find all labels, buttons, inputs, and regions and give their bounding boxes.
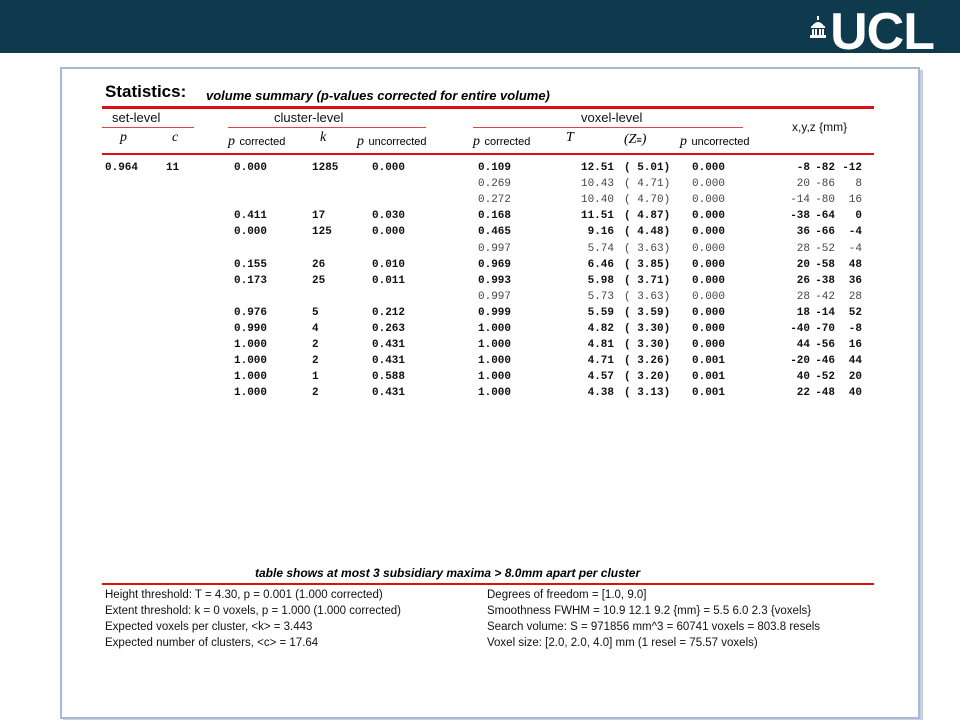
cell-z: -4 <box>848 226 862 239</box>
cell-x: -40 <box>790 323 810 335</box>
col-voxel-p-corrected <box>473 132 530 150</box>
cell-voxel-p-uncorrected: 0.000 <box>692 323 726 335</box>
col-voxel-p-uncorrected-sub: uncorrected <box>691 136 750 148</box>
cell-y: -58 <box>815 258 835 271</box>
cell-voxel-t: 4.38 <box>587 387 614 400</box>
cell-y: -46 <box>815 355 835 368</box>
cell-voxel-p-uncorrected: 0.000 <box>692 178 726 191</box>
cell-voxel-p-corrected: 1.000 <box>478 339 512 352</box>
cell-y: -52 <box>815 242 835 255</box>
cell-z: 52 <box>848 306 862 319</box>
col-set-p: p <box>120 130 127 145</box>
cell-voxel-t: 4.71 <box>587 355 614 368</box>
cell-y: -70 <box>815 323 835 335</box>
cell-voxel-p-uncorrected: 0.000 <box>692 194 726 207</box>
cell-cluster-p-corrected: 1.000 <box>234 355 268 368</box>
portico-dome-icon <box>810 16 826 38</box>
cell-voxel-p-corrected: 0.997 <box>478 290 512 303</box>
doc-title: Statistics: <box>105 82 187 101</box>
voxel-size: Voxel size: [2.0, 2.0, 4.0] mm (1 resel = 75.57 voxels) <box>487 637 758 649</box>
col-cluster-p-uncorrected-main: p <box>357 134 364 149</box>
cell-voxel-z: ( 4.70) <box>624 194 671 207</box>
cell-cluster-p-corrected: 1.000 <box>234 371 268 384</box>
cell-voxel-z: ( 3.71) <box>624 274 671 287</box>
ucl-logo <box>810 3 934 61</box>
cell-voxel-t: 10.43 <box>580 178 614 191</box>
cell-voxel-p-corrected: 0.993 <box>478 274 512 287</box>
cell-cluster-p-corrected: 0.990 <box>234 323 268 335</box>
col-cluster-p-corrected-main: p <box>228 134 235 149</box>
cell-voxel-z: ( 3.30) <box>624 339 671 352</box>
cell-set-c: 11 <box>166 162 180 174</box>
search-volume: Search volume: S = 971856 mm^3 = 60741 voxels = 803.8 resels <box>487 621 821 633</box>
col-voxel-t: T <box>566 130 574 145</box>
cell-z: 40 <box>848 387 862 400</box>
cell-y: -52 <box>815 371 835 384</box>
cell-cluster-k: 26 <box>312 258 326 271</box>
cell-voxel-z: ( 3.13) <box>624 387 671 400</box>
cell-x: 28 <box>796 242 810 255</box>
cell-voxel-p-uncorrected: 0.000 <box>692 210 726 223</box>
cell-voxel-p-corrected: 1.000 <box>478 355 512 368</box>
set-level-rule <box>102 127 194 128</box>
spm-results-table <box>102 80 882 660</box>
cell-voxel-p-uncorrected: 0.000 <box>692 258 726 271</box>
cell-cluster-p-uncorrected: 0.011 <box>372 274 406 287</box>
cell-z: 36 <box>848 274 862 287</box>
header-rule <box>102 153 874 155</box>
cluster-level-rule <box>228 127 426 128</box>
cell-cluster-p-corrected: 1.000 <box>234 339 268 352</box>
cell-cluster-k: 1 <box>312 371 319 384</box>
height-threshold: Height threshold: T = 4.30, p = 0.001 (1.000 corrected) <box>105 589 383 601</box>
cell-voxel-p-corrected: 0.997 <box>478 242 512 255</box>
cell-cluster-p-corrected: 0.976 <box>234 306 268 319</box>
cell-cluster-k: 2 <box>312 339 319 352</box>
table-caption: table shows at most 3 subsidiary maxima > 8.0mm apart per cluster <box>255 566 641 580</box>
cell-voxel-z: ( 3.26) <box>624 355 671 368</box>
cell-x: 28 <box>796 290 810 303</box>
cell-cluster-p-uncorrected: 0.263 <box>372 323 406 335</box>
cell-voxel-t: 5.59 <box>587 306 614 319</box>
smoothness: Smoothness FWHM = 10.9 12.1 9.2 {mm} = 5.5 6.0 2.3 {voxels} <box>487 605 812 617</box>
cell-voxel-z: ( 3.63) <box>624 290 671 303</box>
cell-voxel-p-uncorrected: 0.000 <box>692 226 726 239</box>
expected-clusters: Expected number of clusters, <c> = 17.64 <box>105 637 319 649</box>
group-voxel-level: voxel-level <box>581 110 643 125</box>
cell-voxel-p-corrected: 0.269 <box>478 178 512 191</box>
cell-y: -14 <box>815 306 835 319</box>
cell-voxel-p-corrected: 0.465 <box>478 226 512 239</box>
group-set-level: set-level <box>112 110 161 125</box>
cell-voxel-p-uncorrected: 0.000 <box>692 162 726 174</box>
cell-x: 40 <box>796 371 810 384</box>
ucl-logo-text: UCL <box>830 3 934 61</box>
cell-cluster-p-uncorrected: 0.010 <box>372 258 406 271</box>
cell-voxel-z: ( 5.01) <box>624 162 671 174</box>
col-voxel-p-uncorrected-main: p <box>680 134 687 149</box>
col-set-c: c <box>172 130 179 145</box>
cell-x: -8 <box>796 162 810 174</box>
cell-voxel-t: 12.51 <box>580 162 614 174</box>
cell-voxel-z: ( 4.87) <box>624 210 671 223</box>
col-cluster-k: k <box>320 130 327 145</box>
cell-voxel-z: ( 3.30) <box>624 323 671 335</box>
cell-cluster-p-corrected: 0.000 <box>234 162 268 174</box>
col-voxel-z <box>624 130 646 148</box>
cell-x: 36 <box>796 226 810 239</box>
col-cluster-p-corrected-sub: corrected <box>239 136 286 148</box>
cell-z: 44 <box>848 355 862 368</box>
cell-voxel-p-uncorrected: 0.001 <box>692 371 726 384</box>
cell-voxel-p-uncorrected: 0.000 <box>692 306 726 319</box>
header-bar <box>0 0 960 61</box>
cell-y: -80 <box>815 194 835 207</box>
cell-x: 18 <box>796 306 810 319</box>
cell-x: -14 <box>790 194 810 207</box>
cell-cluster-k: 125 <box>312 226 332 239</box>
cell-y: -82 <box>815 162 835 174</box>
cell-voxel-p-corrected: 0.969 <box>478 258 512 271</box>
cell-voxel-t: 4.82 <box>587 323 614 335</box>
doc-subtitle: volume summary (p-values corrected for entire volume) <box>206 88 550 103</box>
cell-cluster-p-corrected: 0.173 <box>234 274 268 287</box>
title-rule <box>102 106 874 109</box>
cell-y: -56 <box>815 339 835 352</box>
cell-cluster-k: 25 <box>312 274 326 287</box>
cell-cluster-p-corrected: 0.411 <box>234 210 268 223</box>
cell-voxel-p-corrected: 0.272 <box>478 194 512 207</box>
cell-cluster-p-uncorrected: 0.212 <box>372 306 406 319</box>
cell-cluster-k: 1285 <box>312 162 339 174</box>
cell-x: -20 <box>790 355 810 368</box>
cell-cluster-k: 17 <box>312 210 326 223</box>
cell-z: -4 <box>848 242 862 255</box>
cell-x: 20 <box>796 258 810 271</box>
cell-cluster-p-uncorrected: 0.030 <box>372 210 406 223</box>
footer-rule <box>102 583 874 585</box>
col-voxel-p-corrected-sub: corrected <box>484 136 531 148</box>
cell-voxel-p-corrected: 1.000 <box>478 323 512 335</box>
cell-voxel-t: 11.51 <box>580 210 614 223</box>
cell-voxel-p-corrected: 0.168 <box>478 210 512 223</box>
cell-voxel-p-corrected: 0.999 <box>478 306 512 319</box>
cell-cluster-p-corrected: 0.000 <box>234 226 268 239</box>
cell-cluster-k: 2 <box>312 387 319 400</box>
cell-y: -42 <box>815 290 835 303</box>
cell-voxel-z: ( 3.20) <box>624 371 671 384</box>
cell-x: 22 <box>796 387 810 400</box>
cell-cluster-p-uncorrected: 0.588 <box>372 371 406 384</box>
cell-y: -86 <box>815 178 835 191</box>
col-voxel-z-sub: ≡ <box>636 135 642 145</box>
col-cluster-p-uncorrected <box>357 132 427 150</box>
cell-voxel-p-uncorrected: 0.000 <box>692 242 726 255</box>
cell-voxel-t: 5.73 <box>587 290 614 303</box>
cell-z: -12 <box>842 162 862 174</box>
cell-cluster-k: 2 <box>312 355 319 368</box>
cell-voxel-p-corrected: 1.000 <box>478 387 512 400</box>
cell-voxel-t: 5.74 <box>587 242 614 255</box>
cell-set-p: 0.964 <box>105 162 139 174</box>
voxel-level-rule <box>473 127 743 128</box>
cell-voxel-t: 10.40 <box>580 194 614 207</box>
cell-y: -48 <box>815 387 835 400</box>
cell-z: 20 <box>848 371 862 384</box>
cell-voxel-p-uncorrected: 0.000 <box>692 290 726 303</box>
cell-cluster-p-uncorrected: 0.000 <box>372 226 406 239</box>
cell-y: -38 <box>815 274 835 287</box>
col-cluster-p-corrected <box>228 132 285 150</box>
group-cluster-level: cluster-level <box>274 110 344 125</box>
cell-voxel-z: ( 3.59) <box>624 306 671 319</box>
cell-y: -66 <box>815 226 835 239</box>
cell-z: 8 <box>855 178 862 191</box>
cell-z: 16 <box>848 339 862 352</box>
cell-z: 16 <box>848 194 862 207</box>
cell-voxel-p-corrected: 1.000 <box>478 371 512 384</box>
col-cluster-p-uncorrected-sub: uncorrected <box>368 136 427 148</box>
cell-voxel-p-uncorrected: 0.000 <box>692 274 726 287</box>
cell-z: -8 <box>848 323 862 335</box>
cell-cluster-p-uncorrected: 0.431 <box>372 339 406 352</box>
cell-voxel-z: ( 3.63) <box>624 242 671 255</box>
cell-cluster-k: 4 <box>312 323 319 335</box>
cell-y: -64 <box>815 210 835 223</box>
cell-voxel-p-uncorrected: 0.000 <box>692 339 726 352</box>
cell-x: -38 <box>790 210 810 223</box>
cell-voxel-t: 4.81 <box>587 339 614 352</box>
cell-voxel-p-uncorrected: 0.001 <box>692 387 726 400</box>
cell-voxel-t: 9.16 <box>587 226 614 239</box>
col-voxel-p-corrected-main: p <box>473 134 480 149</box>
extent-threshold: Extent threshold: k = 0 voxels, p = 1.000 (1.000 corrected) <box>105 605 401 617</box>
cell-voxel-t: 4.57 <box>587 371 614 384</box>
cell-z: 0 <box>855 210 862 223</box>
cell-voxel-t: 6.46 <box>587 258 614 271</box>
cell-z: 48 <box>848 258 862 271</box>
cell-x: 26 <box>796 274 810 287</box>
cell-voxel-z: ( 4.48) <box>624 226 671 239</box>
cell-voxel-z: ( 3.85) <box>624 258 671 271</box>
col-voxel-p-uncorrected <box>680 132 750 150</box>
cell-cluster-p-uncorrected: 0.431 <box>372 387 406 400</box>
cell-x: 20 <box>796 178 810 191</box>
cell-cluster-k: 5 <box>312 306 319 319</box>
cell-voxel-z: ( 4.71) <box>624 178 671 191</box>
col-coords: x,y,z {mm} <box>792 120 848 134</box>
cell-x: 44 <box>796 339 810 352</box>
cell-voxel-t: 5.98 <box>587 274 614 287</box>
col-voxel-z-close: ) <box>641 132 647 147</box>
expected-voxels: Expected voxels per cluster, <k> = 3.443 <box>105 621 313 633</box>
cell-voxel-p-corrected: 0.109 <box>478 162 512 174</box>
degrees-of-freedom: Degrees of freedom = [1.0, 9.0] <box>487 589 647 601</box>
cell-voxel-p-uncorrected: 0.001 <box>692 355 726 368</box>
cell-z: 28 <box>848 290 862 303</box>
cell-cluster-p-corrected: 0.155 <box>234 258 268 271</box>
cell-cluster-p-uncorrected: 0.431 <box>372 355 406 368</box>
cell-cluster-p-corrected: 1.000 <box>234 387 268 400</box>
cell-cluster-p-uncorrected: 0.000 <box>372 162 406 174</box>
col-voxel-z-main: (Z <box>624 132 637 147</box>
